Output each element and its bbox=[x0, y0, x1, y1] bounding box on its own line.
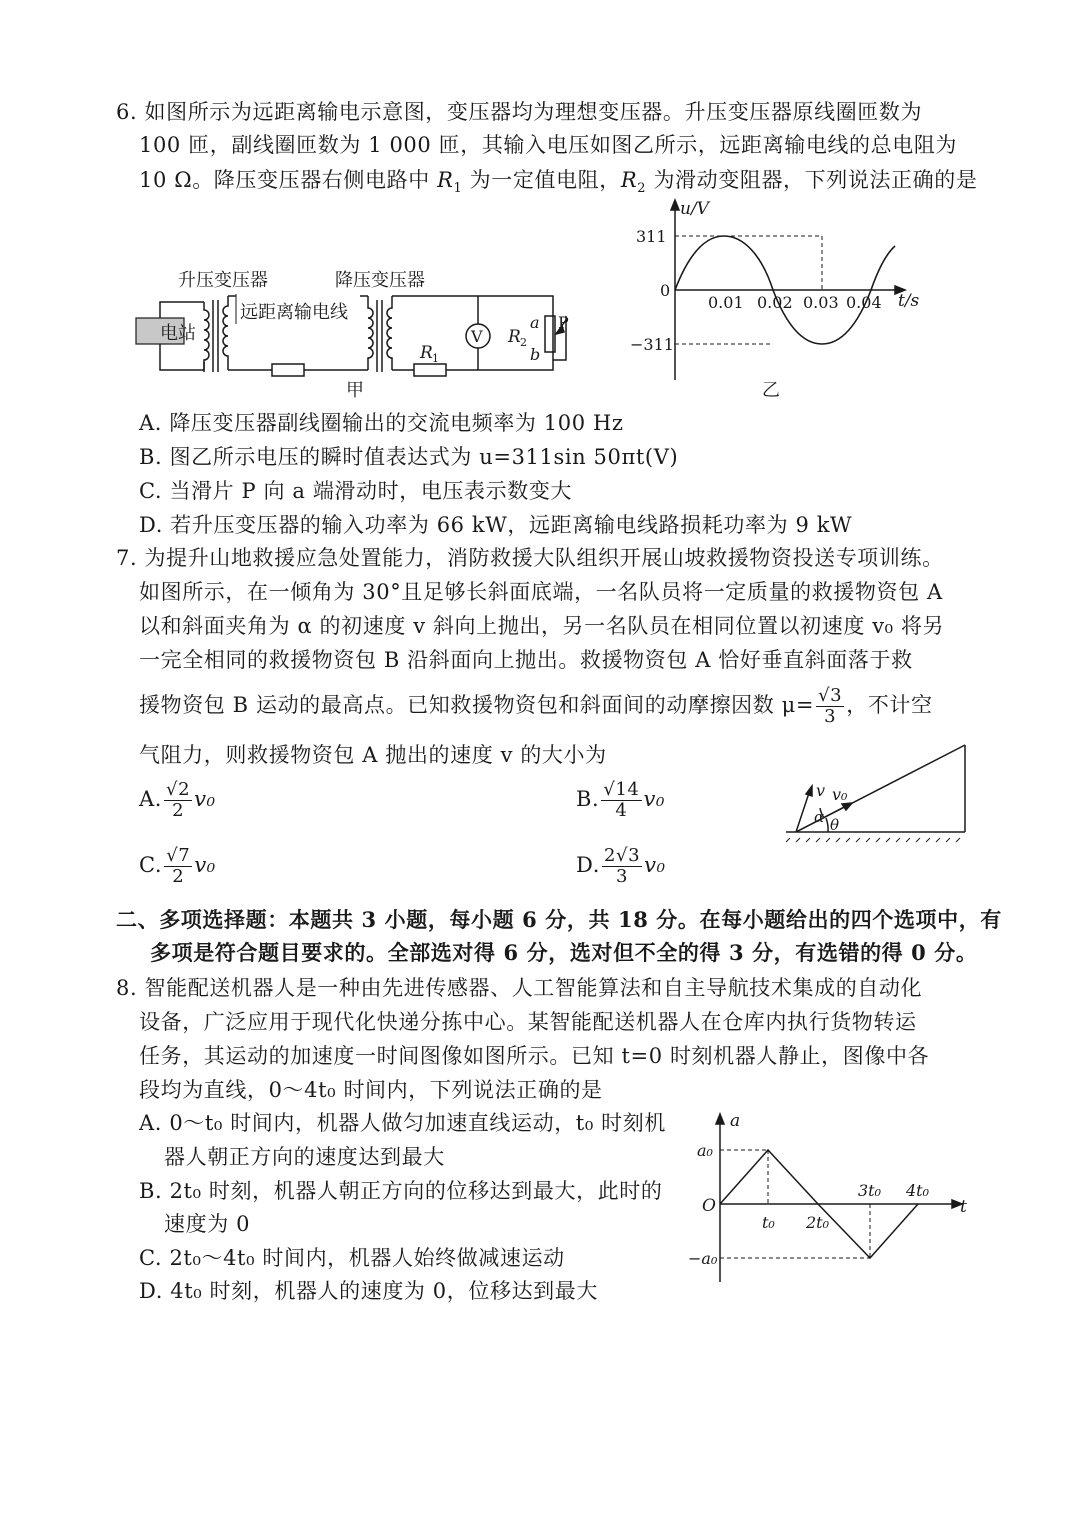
tick-004: 0.04 bbox=[846, 293, 882, 312]
tick-001: 0.01 bbox=[708, 293, 744, 312]
station-label: 电站 bbox=[160, 323, 196, 344]
q6-option-d: D. 若升压变压器的输入功率为 66 kW，远距离输电线路损耗功率为 9 kW bbox=[139, 513, 853, 537]
q7-line-1: 7. 为提升山地救援应急处置能力，消防救援大队组织开展山坡救援物资投送专项训练。 bbox=[116, 546, 944, 570]
r2-sub: 2 bbox=[520, 336, 527, 349]
q8-option-a-2: 器人朝正方向的速度达到最大 bbox=[164, 1145, 445, 1169]
t-axis-label: t bbox=[960, 1197, 967, 1217]
q8-line-1: 8. 智能配送机器人是一种由先进传感器、人工智能算法和自主导航技术集成的自动化 bbox=[116, 976, 923, 1000]
r1-label: R bbox=[420, 343, 433, 363]
origin-label: 0 bbox=[660, 281, 671, 300]
q8-option-a-1: A. 0～t₀ 时间内，机器人做匀加速直线运动，t₀ 时刻机 bbox=[139, 1111, 666, 1135]
section2-line-1: 二、多项选择题：本题共 3 小题，每小题 6 分，共 18 分。在每小题给出的四个选项中，有 bbox=[116, 907, 1002, 932]
section2-line-2: 多项是符合题目要求的。全部选对得 6 分，选对但不全的得 3 分，有选错的得 0 分。 bbox=[150, 940, 978, 965]
x-axis-label: t/s bbox=[898, 291, 920, 311]
tick-003: 0.03 bbox=[803, 293, 839, 312]
r1-sub: 1 bbox=[432, 352, 439, 365]
q6-option-b: B. 图乙所示电压的瞬时值表达式为 u=311sin 50πt(V) bbox=[139, 445, 679, 469]
ymin-label: −311 bbox=[630, 335, 674, 354]
y-axis-label: u/V bbox=[680, 199, 709, 219]
a-axis-label: a bbox=[730, 1111, 741, 1131]
q8-option-b-1: B. 2t₀ 时刻，机器人朝正方向的位移达到最大，此时的 bbox=[139, 1179, 663, 1203]
4t0-label: 4t₀ bbox=[906, 1181, 930, 1200]
step-down-label: 降压变压器 bbox=[335, 270, 425, 291]
q7-line-4: 一完全相同的救援物资包 B 沿斜面向上抛出。救援物资包 A 恰好垂直斜面落于救 bbox=[139, 648, 913, 672]
q6-option-c: C. 当滑片 P 向 a 端滑动时，电压表示数变大 bbox=[139, 479, 573, 503]
slider-p-label: P bbox=[558, 313, 569, 332]
2t0-label: 2t₀ bbox=[806, 1213, 830, 1232]
q8-option-c: C. 2t₀～4t₀ 时间内，机器人始终做减速运动 bbox=[139, 1246, 565, 1270]
terminal-a: a bbox=[530, 313, 540, 332]
origin-o-label: O bbox=[702, 1196, 716, 1216]
q6-line-3: 10 Ω。降压变压器右侧电路中 $R_1$ 为一定值电阻，$R_2$ 为滑动变阻器，下列说法正确的是 bbox=[139, 168, 978, 197]
figure-yi-caption: 乙 bbox=[762, 380, 780, 401]
alpha-label: α bbox=[814, 808, 825, 826]
mu-fraction: $\frac{√3}{3}$ bbox=[818, 685, 843, 727]
neg-a0-label: −a₀ bbox=[688, 1249, 718, 1268]
tick-002: 0.02 bbox=[757, 293, 793, 312]
q6-line-1: 6. 如图所示为远距离输电示意图，变压器均为理想变压器。升压变压器原线圈匝数为 bbox=[116, 100, 923, 124]
q7-option-b: B. $\frac{√14}{4}$ v₀ bbox=[576, 779, 665, 821]
ymax-label: 311 bbox=[636, 227, 667, 246]
v0-label: v₀ bbox=[832, 785, 848, 804]
q8-line-2: 设备，广泛应用于现代化快递分拣中心。某智能配送机器人在仓库内执行货物转运 bbox=[139, 1010, 917, 1034]
q7-option-c: C. $\frac{√7}{2}$ v₀ bbox=[139, 845, 216, 887]
q7-option-d: D. $\frac{2√3}{3}$ v₀ bbox=[576, 845, 666, 887]
q7-line-2: 如图所示，在一倾角为 30°且足够长斜面底端，一名队员将一定质量的救援物资包 A bbox=[139, 580, 943, 604]
q7-line-6: 气阻力，则救援物资包 A 抛出的速度 v 的大小为 bbox=[139, 743, 607, 767]
v-label: v bbox=[816, 781, 826, 800]
transmission-line-label: 远距离输电线 bbox=[240, 302, 348, 323]
3t0-label: 3t₀ bbox=[858, 1181, 882, 1200]
q7-option-a: A. $\frac{√2}{2}$ v₀ bbox=[139, 779, 216, 821]
q6-option-a: A. 降压变压器副线圈输出的交流电频率为 100 Hz bbox=[139, 411, 624, 435]
q7-line-3: 以和斜面夹角为 α 的初速度 v 斜向上抛出，另一名队员在相同位置以初速度 v₀ 将另 bbox=[139, 614, 945, 638]
terminal-b: b bbox=[530, 345, 541, 364]
q7-line-5: 援物资包 B 运动的最高点。已知救援物资包和斜面间的动摩擦因数 μ= $\frac{√3}{3}$ ，不计空 bbox=[139, 685, 933, 727]
theta-label: θ bbox=[830, 816, 840, 834]
r2-label: R bbox=[508, 327, 521, 347]
a0-label: a₀ bbox=[697, 1141, 713, 1160]
step-up-label: 升压变压器 bbox=[178, 270, 268, 291]
t0-label: t₀ bbox=[762, 1213, 775, 1232]
q6-line-2: 100 匝，副线圈匝数为 1 000 匝，其输入电压如图乙所示，远距离输电线的总电阻为 bbox=[139, 133, 958, 157]
voltmeter-label: V bbox=[471, 327, 483, 346]
q8-line-4: 段均为直线，0～4t₀ 时间内，下列说法正确的是 bbox=[139, 1078, 603, 1102]
figure-jia-caption: 甲 bbox=[346, 380, 364, 401]
q8-line-3: 任务，其运动的加速度一时间图像如图所示。已知 t=0 时刻机器人静止，图像中各 bbox=[139, 1044, 930, 1068]
q8-option-d: D. 4t₀ 时刻，机器人的速度为 0，位移达到最大 bbox=[139, 1279, 598, 1303]
q8-option-b-2: 速度为 0 bbox=[164, 1212, 251, 1236]
